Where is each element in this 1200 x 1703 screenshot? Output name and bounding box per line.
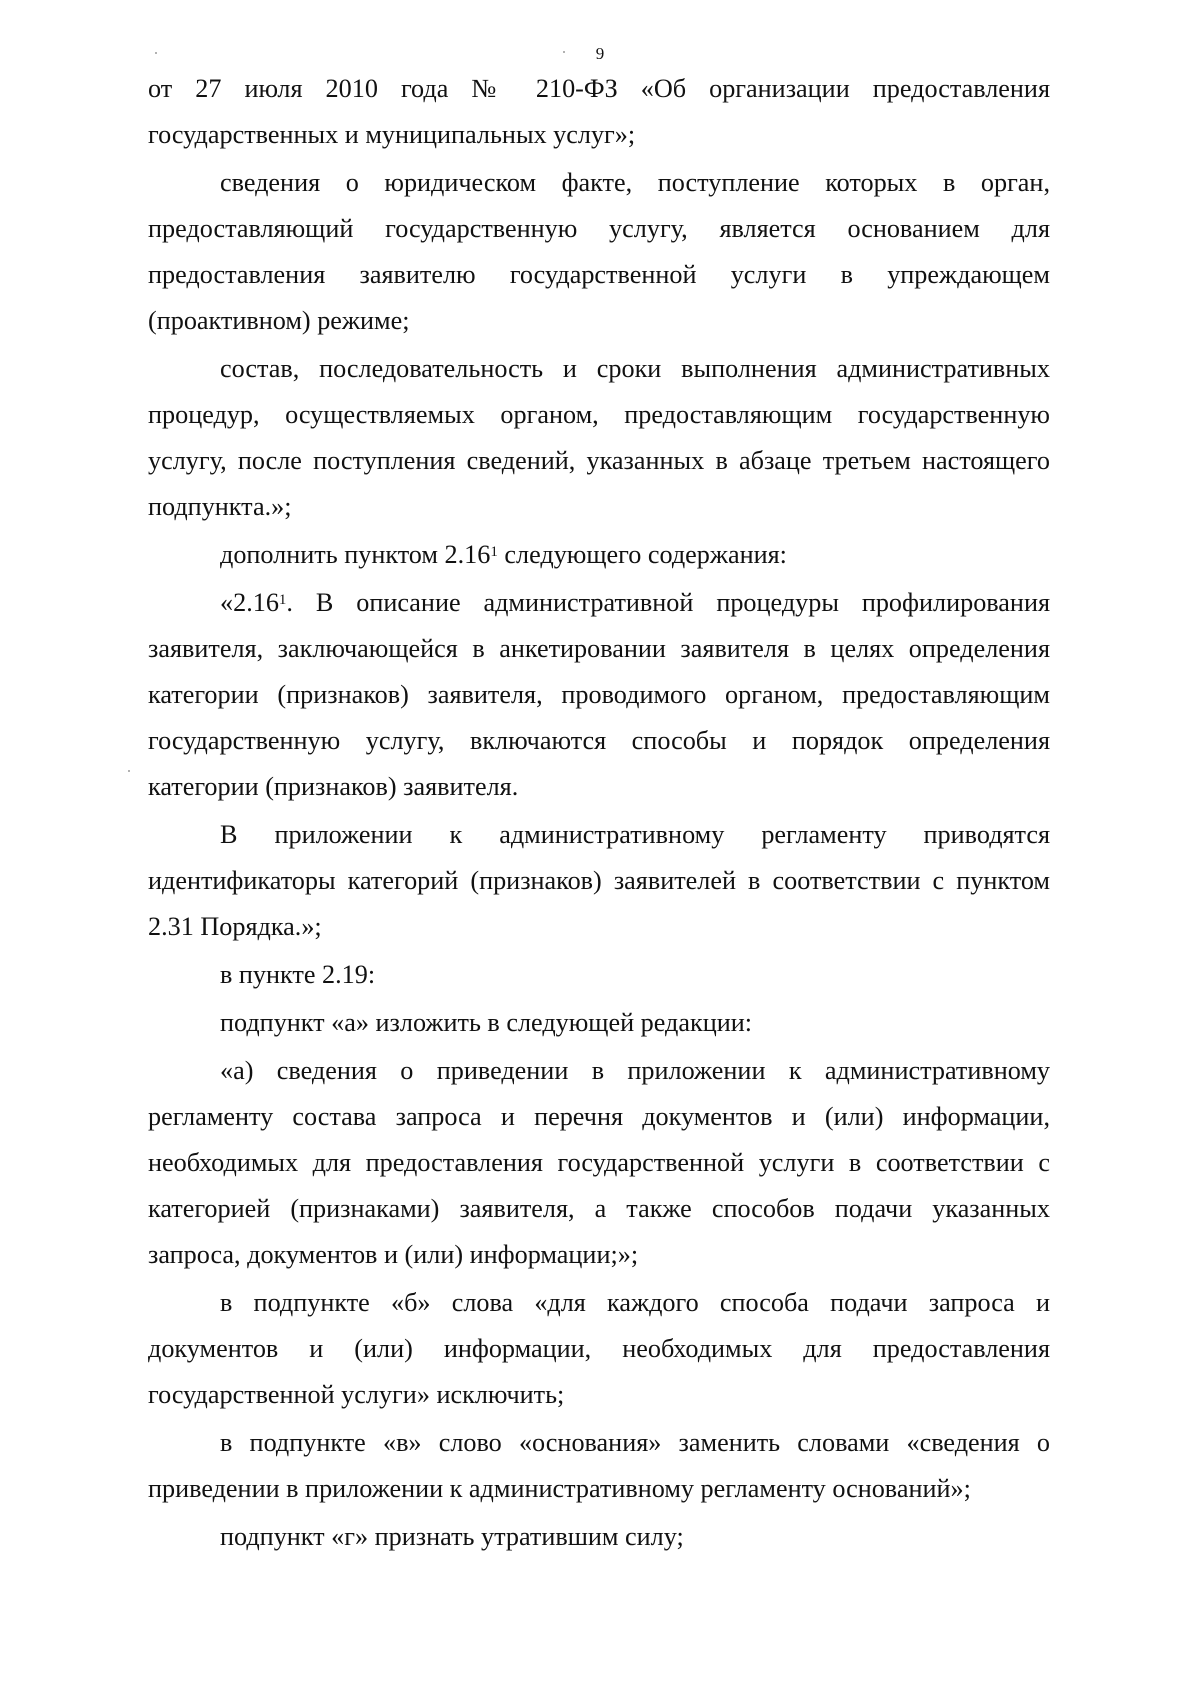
paragraph-subpoint-v: в подпункте «в» слово «основания» заменить словами «сведения о приведении в приложении к административному регламенту оснований»; xyxy=(148,1428,1050,1503)
paragraph-legal-fact-info: сведения о юридическом факте, поступление которых в орган, предоставляющий государственную услугу, является основанием для предоставления заявителю государственной услуги в упреждающем (проактивном) режиме; xyxy=(148,168,1050,335)
scan-speck xyxy=(128,770,130,772)
paragraph-admin-procedures: состав, последовательность и сроки выполнения административных процедур, осуществляемых органом, предоставляющим государственную услугу, после поступления сведений, указанных в абзаце третьем настоящего подпункта.»; xyxy=(148,354,1050,521)
scan-speck xyxy=(563,51,565,53)
paragraph-point-2-16-1-text xyxy=(148,580,1050,810)
superscript-number: 1 xyxy=(490,544,498,560)
paragraph-subpoint-g: подпункт «г» признать утратившим силу; xyxy=(220,1522,684,1551)
scan-speck xyxy=(155,52,157,54)
superscript-number: 1 xyxy=(278,592,287,608)
paragraph-text-after: . В описание административной процедуры профилирования заявителя, заключающейся в анкетировании заявителя в целях определения категории (признаков) заявителя, проводимого органом, предоставляющим государственную услугу, включаются способы и порядок определения категории (признаков) заявителя. xyxy=(148,588,1050,801)
paragraph-subpoint-a-text: «а) сведения о приведении в приложении к административному регламенту состава запроса и перечня документов и (или) информации, необходимых для предоставления государственной услуги в соответствии с категорией (признаками) заявителя, а также способов подачи указанных запроса, документов и (или) информации;»; xyxy=(148,1056,1050,1269)
paragraph-subpoint-a-intro: подпункт «а» изложить в следующей редакции: xyxy=(220,1008,753,1037)
paragraph-point-2-19: в пункте 2.19: xyxy=(220,960,376,989)
paragraph-add-point-2-16-1 xyxy=(148,532,1050,578)
paragraph-text-before: «2.16 xyxy=(220,588,279,617)
document-body xyxy=(148,66,1050,1562)
paragraph-subpoint-b: в подпункте «б» слова «для каждого способа подачи запроса и документов и (или) информации, необходимых для предоставления государственной услуги» исключить; xyxy=(148,1288,1050,1409)
page-number: 9 xyxy=(595,44,605,63)
paragraph-text-before: дополнить пунктом 2.16 xyxy=(220,540,491,569)
paragraph-text-after: следующего содержания: xyxy=(497,540,787,569)
paragraph-appendix-identifiers: В приложении к административному регламенту приводятся идентификаторы категорий (признаков) заявителей в соответствии с пунктом 2.31 Порядка.»; xyxy=(148,820,1050,941)
paragraph-continuation: от 27 июля 2010 года № 210-ФЗ «Об организации предоставления государственных и муниципальных услуг»; xyxy=(148,74,1050,149)
